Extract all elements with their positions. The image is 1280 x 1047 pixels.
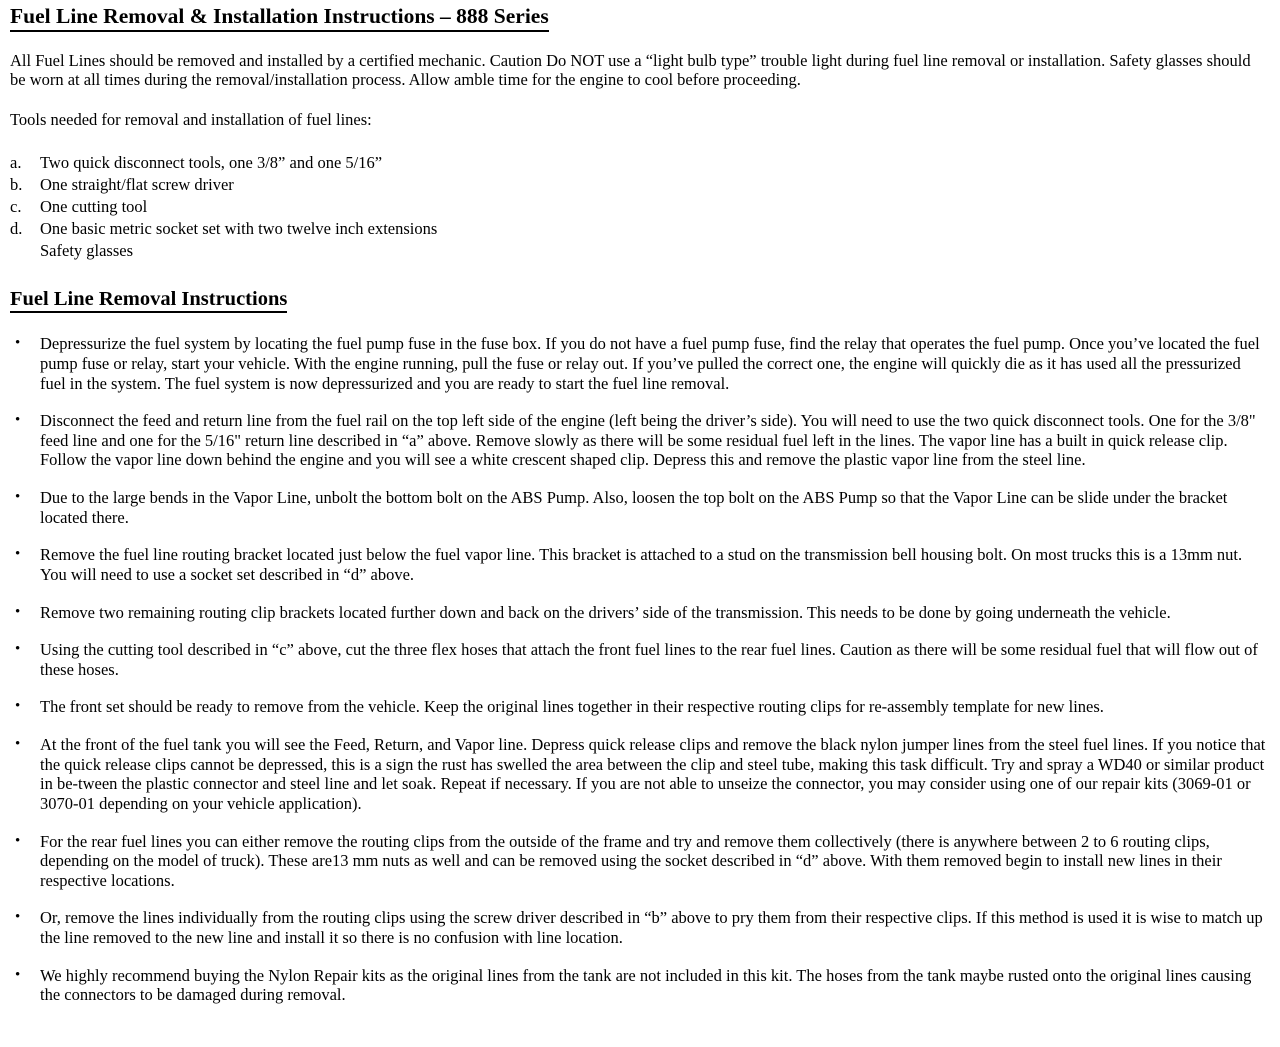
list-marker: c.	[10, 196, 22, 216]
bullet-text: The front set should be ready to remove from the vehicle. Keep the original lines together in their respective routing clips for re-assembly template for new lines.	[40, 697, 1104, 717]
bullet-text: Or, remove the lines individually from the routing clips using the screw driver described in “b” above to pry them from their respective clips. If this method is used it is wise to match up the line removed to the new line and install it so there is no confusion with line location.	[40, 908, 1263, 948]
tools-list	[10, 152, 1267, 262]
bullet-text: Using the cutting tool described in “c” above, cut the three flex hoses that attach the front fuel lines to the rear fuel lines. Caution as there will be some residual fuel that will flow out of these hoses.	[40, 640, 1258, 679]
bullet-item	[10, 832, 1267, 891]
bullet-item	[10, 603, 1267, 623]
bullet-icon: •	[15, 698, 21, 715]
tool-item	[10, 174, 1267, 196]
tool-extra-text: Safety glasses	[40, 240, 134, 260]
bullet-icon: •	[15, 736, 21, 753]
bullet-icon: •	[15, 603, 21, 620]
bullet-text: Remove two remaining routing clip brackets located further down and back on the drivers’ side of the transmission. This needs to be done by going underneath the vehicle.	[40, 602, 1171, 622]
bullet-icon: •	[15, 832, 21, 849]
intro-paragraph: All Fuel Lines should be removed and installed by a certified mechanic. Caution Do NOT use a “light bulb type” trouble light during fuel line removal or installation. Safety glasses should be worn at all times during the removal/installation process. Allow amble time for the engine to cool before proceeding.	[10, 50, 1251, 90]
bullet-list	[10, 334, 1267, 1005]
tool-text: One straight/flat screw driver	[40, 174, 234, 194]
bullet-icon: •	[15, 966, 21, 983]
bullet-text: Remove the fuel line routing bracket located just below the fuel vapor line. This bracket is attached to a stud on the transmission bell housing bolt. On most trucks this is a 13mm nut. You will need to use a socket set described in “d” above.	[40, 545, 1243, 584]
bullet-icon: •	[15, 335, 21, 352]
bullet-text: Depressurize the fuel system by locating the fuel pump fuse in the fuse box. If you do not have a fuel pump fuse, find the relay that operates the fuel pump. Once you’ve located the fuel pump fuse or relay, start your vehicle. With the engine running, pull the fuse or relay out. If you’ve pulled the correct one, the engine will quickly die as it has used all the pressurized fuel in the system. The fuel system is now depressurized and you are ready to start the fuel line removal.	[40, 334, 1260, 393]
bullet-text: We highly recommend buying the Nylon Repair kits as the original lines from the tank are not included in this kit. The hoses from the tank maybe rusted onto the original lines causing the connectors to be damaged during removal.	[40, 965, 1252, 1005]
bullet-item	[10, 908, 1267, 947]
list-marker: d.	[10, 218, 23, 238]
bullet-item	[10, 545, 1267, 584]
tools-heading: Tools needed for removal and installation of fuel lines:	[10, 110, 372, 130]
tool-text: One cutting tool	[40, 196, 148, 216]
bullet-item	[10, 334, 1267, 393]
tool-item	[10, 218, 1267, 262]
bullet-icon: •	[15, 641, 21, 658]
bullet-text: Due to the large bends in the Vapor Line, unbolt the bottom bolt on the ABS Pump. Also, loosen the top bolt on the ABS Pump so that the Vapor Line can be slide under the bracket located there.	[40, 488, 1228, 527]
page-title: Fuel Line Removal & Installation Instructions – 888 Series	[10, 5, 549, 32]
bullet-text: Disconnect the feed and return line from the fuel rail on the top left side of the engine (left being the driver’s side). You will need to use the two quick disconnect tools. One for the 3/8" feed line and one for the 5/16" return line described in “a” above. Remove slowly as there will be some residual fuel left in the lines. The vapor line has a built in quick release clip. Follow the vapor line down behind the engine and you will see a white crescent shaped clip. Depress this and remove the plastic vapor line from the steel line.	[40, 411, 1256, 470]
tool-text: One basic metric socket set with two twelve inch extensions	[40, 218, 438, 238]
section-heading: Fuel Line Removal Instructions	[10, 288, 287, 314]
bullet-item	[10, 735, 1267, 814]
tool-item	[10, 196, 1267, 218]
bullet-item	[10, 966, 1267, 1005]
bullet-icon: •	[15, 909, 21, 926]
bullet-item	[10, 488, 1267, 527]
bullet-text: At the front of the fuel tank you will see the Feed, Return, and Vapor line. Depress quick release clips and remove the black nylon jumper lines from the steel fuel lines. If you notice that the quick release clips cannot be depressed, this is a sign the rust has swelled the area between the clip and steel tube, making this task difficult. Try and spray a WD40 or similar product in be-tween the plastic connector and steel line and let soak. Repeat if necessary. If you are not able to unseize the connector, you may consider using one of our repair kits (3069-01 or 3070-01 depending on your vehicle application).	[40, 735, 1266, 813]
bullet-item	[10, 640, 1267, 679]
bullet-item	[10, 697, 1267, 717]
tool-item	[10, 152, 1267, 174]
bullet-icon: •	[15, 489, 21, 506]
bullet-icon: •	[15, 412, 21, 429]
bullet-text: For the rear fuel lines you can either remove the routing clips from the outside of the frame and try and remove them collectively (there is anywhere between 2 to 6 routing clips, depending on the model of truck). These are13 mm nuts as well and can be removed using the socket described in “d” above. With them removed begin to install new lines in their respective locations.	[40, 831, 1222, 890]
bullet-icon: •	[15, 546, 21, 563]
bullet-item	[10, 411, 1267, 470]
tool-text: Two quick disconnect tools, one 3/8” and one 5/16”	[40, 153, 383, 173]
list-marker: b.	[10, 174, 23, 194]
list-marker: a.	[10, 153, 22, 173]
